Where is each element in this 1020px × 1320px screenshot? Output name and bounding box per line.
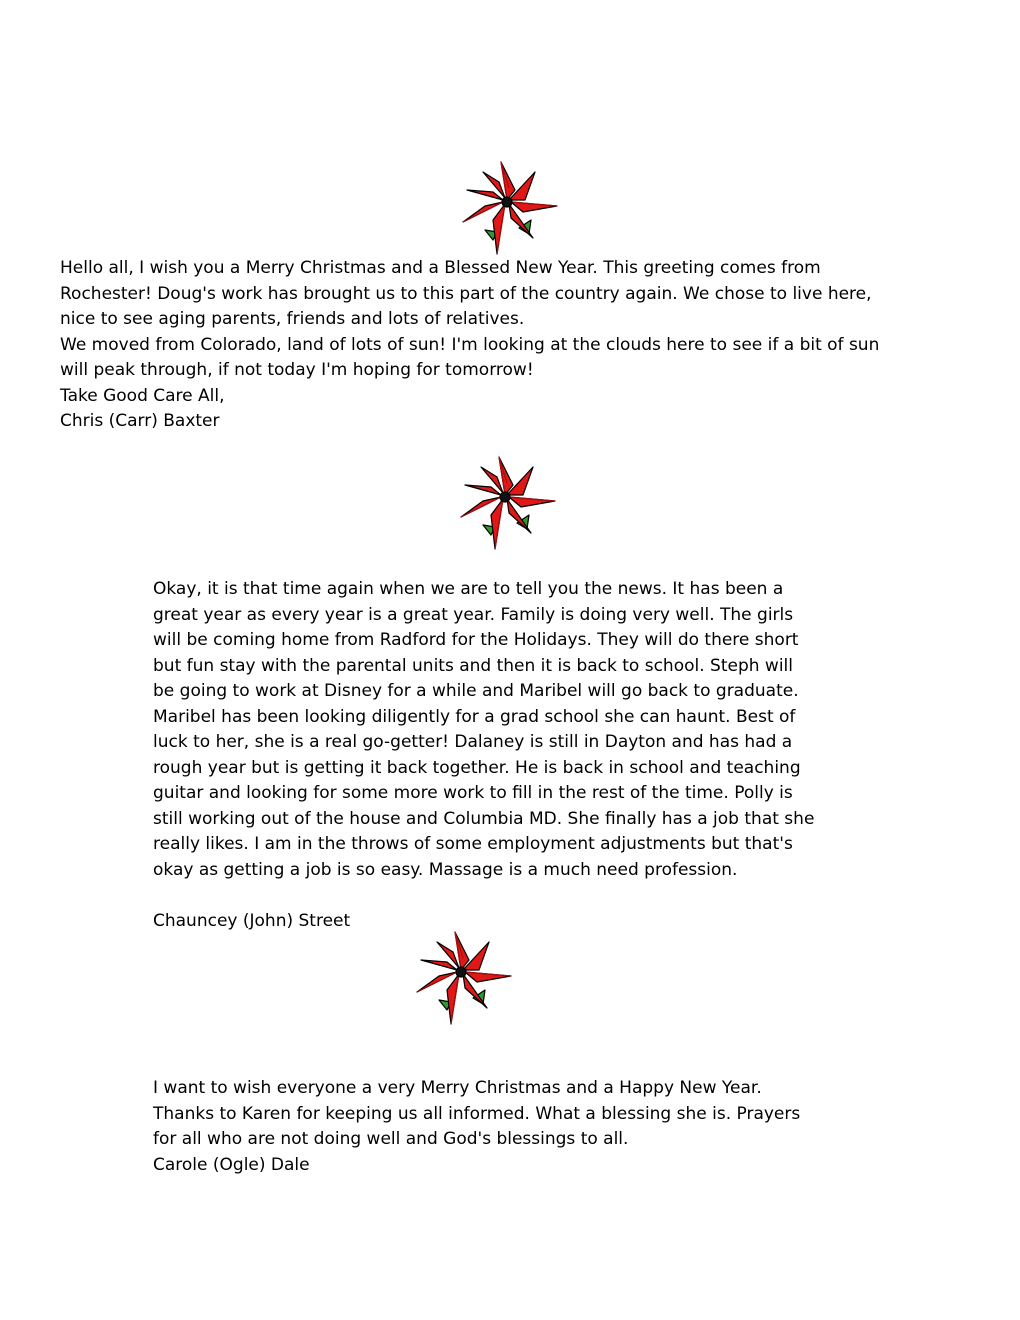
greeting-chris-baxter xyxy=(60,256,879,435)
greeting-line: for all who are not doing well and God's blessings to all. xyxy=(153,1129,629,1149)
greeting-line: We moved from Colorado, land of lots of sun! I'm looking at the clouds here to see if a bit of sun xyxy=(60,334,880,355)
greeting-line: Okay, it is that time again when we are to tell you the news. It has been a xyxy=(153,579,784,599)
greeting-line: but fun stay with the parental units and then it is back to school. Steph will xyxy=(153,655,793,676)
signature: Chauncey (John) Street xyxy=(153,910,351,931)
greeting-line: will be coming home from Radford for the Holidays. They will do there short xyxy=(153,630,799,650)
greeting-line: really likes. I am in the throws of some employment adjustments but that's xyxy=(153,834,793,854)
greeting-line: will peak through, if not today I'm hoping for tomorrow! xyxy=(60,360,534,380)
poinsettia-icon xyxy=(413,930,513,1026)
poinsettia-icon xyxy=(459,160,559,256)
greeting-line: nice to see aging parents, friends and lots of relatives. xyxy=(60,309,525,329)
closing-line: Take Good Care All, xyxy=(60,385,225,406)
greeting-line: okay as getting a job is so easy. Massage is a much need profession. xyxy=(153,859,738,880)
greeting-line: Thanks to Karen for keeping us all informed. What a blessing she is. Prayers xyxy=(153,1103,801,1124)
greeting-line: Rochester! Doug's work has brought us to this part of the country again. We chose to live here, xyxy=(60,283,872,304)
greeting-line: be going to work at Disney for a while and Maribel will go back to graduate. xyxy=(153,681,799,701)
greeting-line: still working out of the house and Columbia MD. She finally has a job that she xyxy=(153,808,815,829)
greeting-line: I want to wish everyone a very Merry Christmas and a Happy New Year. xyxy=(153,1078,762,1098)
greeting-line: luck to her, she is a real go-getter! Dalaney is still in Dayton and has had a xyxy=(153,732,793,752)
greeting-line: Maribel has been looking diligently for a grad school she can haunt. Best of xyxy=(153,706,796,727)
greeting-line: rough year but is getting it back together. He is back in school and teaching xyxy=(153,757,801,778)
greeting-carole-dale xyxy=(153,1076,800,1178)
greeting-chauncey-street xyxy=(153,577,814,934)
greeting-line: guitar and looking for some more work to fill in the rest of the time. Polly is xyxy=(153,783,793,803)
greeting-line: great year as every year is a great year. Family is doing very well. The girls xyxy=(153,604,794,625)
greeting-line: Hello all, I wish you a Merry Christmas and a Blessed New Year. This greeting comes from xyxy=(60,258,821,278)
signature: Carole (Ogle) Dale xyxy=(153,1154,310,1175)
poinsettia-icon xyxy=(457,455,557,551)
signature: Chris (Carr) Baxter xyxy=(60,411,220,431)
